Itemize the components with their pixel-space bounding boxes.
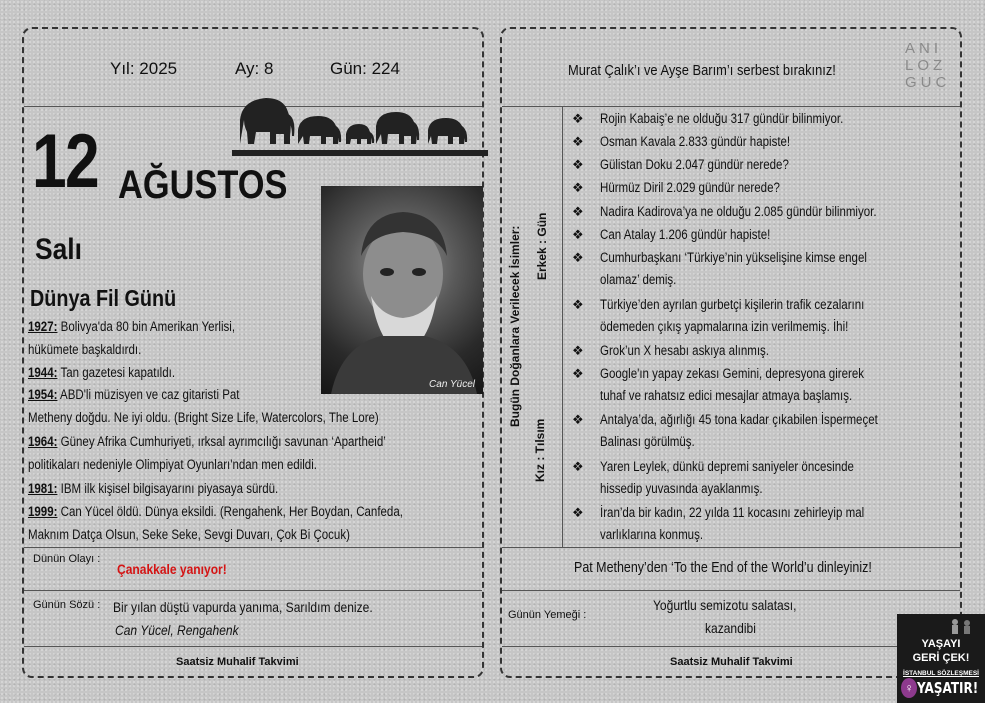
news-item: Türkiye’den ayrılan gurbetçi kişilerin trafik cezalarını bbox=[600, 297, 865, 312]
event-of-day-label: Dünün Olayı : bbox=[33, 553, 101, 565]
names-column-divider bbox=[562, 107, 563, 547]
elephants-illustration bbox=[232, 92, 488, 164]
bullet-icon: ❖ bbox=[572, 111, 584, 126]
elephant-icon bbox=[240, 98, 294, 144]
bullet-icon: ❖ bbox=[572, 227, 584, 242]
bullet-icon: ❖ bbox=[572, 157, 584, 172]
news-item: Hürmüz Diril 2.029 gündür nerede? bbox=[600, 180, 780, 195]
venus-icon: ♀ bbox=[901, 678, 917, 698]
event-line: 1927: Bolivya'da 80 bin Amerikan Yerlisi, bbox=[28, 319, 236, 334]
meal-line-2: kazandibi bbox=[705, 620, 756, 636]
right-music-divider bbox=[502, 590, 960, 591]
elephant-icon bbox=[428, 118, 467, 144]
ground-line bbox=[232, 150, 488, 156]
event-line: 1999: Can Yücel öldü. Dünya eksildi. (Rengahenk, Her Boydan, Canfeda, bbox=[28, 504, 403, 519]
bullet-icon: ❖ bbox=[572, 297, 584, 312]
bullet-icon: ❖ bbox=[572, 204, 584, 219]
right-footer-divider bbox=[502, 646, 960, 647]
bullet-icon: ❖ bbox=[572, 134, 584, 149]
bullet-icon: ❖ bbox=[572, 505, 584, 520]
event-line: Maknım Datça Olsun, Seke Seke, Sevgi Duvarı, Çok Bi Çocuk) bbox=[28, 527, 350, 542]
badge-line-3: İSTANBUL SÖZLEŞMESİ bbox=[903, 670, 979, 677]
date-number: 12 bbox=[32, 119, 99, 204]
bullet-icon: ❖ bbox=[572, 366, 584, 381]
event-line: 1944: Tan gazetesi kapatıldı. bbox=[28, 365, 176, 380]
news-item: Grok’un X hesabı askıya alınmış. bbox=[600, 343, 769, 358]
elephant-icon bbox=[376, 112, 419, 144]
weekday: Salı bbox=[35, 233, 82, 266]
bullet-icon: ❖ bbox=[572, 180, 584, 195]
photo-caption: Can Yücel bbox=[429, 379, 475, 390]
elephant-icon bbox=[346, 124, 374, 144]
badge-line-2: GERİ ÇEK! bbox=[912, 652, 970, 664]
elephant-icon bbox=[298, 116, 341, 144]
news-item-continuation: ödemeden çıkış yapmalarına izin verilmemiş. İhi! bbox=[600, 319, 849, 334]
event-line: Metheny doğdu. Ne iyi oldu. (Bright Size Life, Watercolors, The Lore) bbox=[28, 410, 379, 425]
news-item: İran’da bir kadın, 22 yılda 11 kocasını zehirleyip mal bbox=[600, 505, 865, 520]
news-item-continuation: olamaz’ demiş. bbox=[600, 272, 677, 287]
news-item: Can Atalay 1.206 gündür hapiste! bbox=[600, 227, 771, 242]
boy-name: Erkek : Gün bbox=[535, 212, 549, 280]
names-title: Bugün Doğanlara Verilecek İsimler: bbox=[508, 225, 522, 427]
left-footer: Saatsiz Muhalif Takvimi bbox=[176, 656, 299, 668]
news-item: Cumhurbaşkanı ‘Türkiye’nin yükselişine kimse engel bbox=[600, 250, 867, 265]
aniloz-guc-logo: ANI LOZ GUC bbox=[905, 40, 951, 91]
event-line: politikaları nedeniyle Olimpiyat Oyunları'ndan men edildi. bbox=[28, 457, 317, 472]
news-item: Gülistan Doku 2.047 gündür nerede? bbox=[600, 157, 789, 172]
bullet-icon: ❖ bbox=[572, 343, 584, 358]
istanbul-convention-badge bbox=[897, 614, 985, 703]
news-item: Nadira Kadirova’ya ne olduğu 2.085 gündür bilinmiyor. bbox=[600, 204, 877, 219]
quote-text: Bir yılan düştü vapurda yanıma, Sarıldım denize. bbox=[113, 599, 373, 615]
right-header-divider bbox=[502, 106, 960, 107]
figures-icon bbox=[947, 618, 977, 634]
left-quote-divider bbox=[24, 590, 482, 591]
event-line: 1954: ABD'li müzisyen ve caz gitaristi Pat bbox=[28, 387, 240, 402]
event-line: 1981: IBM ilk kişisel bilgisayarını piyasaya sürdü. bbox=[28, 481, 279, 496]
bullet-icon: ❖ bbox=[572, 412, 584, 427]
bullet-icon: ❖ bbox=[572, 459, 584, 474]
event-line: 1964: Güney Afrika Cumhuriyeti, ırksal ayrımcılığı savunan ‘Apartheid’ bbox=[28, 434, 386, 449]
meal-label: Günün Yemeği : bbox=[508, 609, 587, 621]
left-events-divider bbox=[24, 547, 482, 548]
day-of-year-label: Gün: 224 bbox=[330, 59, 400, 78]
quote-label: Günün Sözü : bbox=[33, 599, 101, 611]
news-item-continuation: varlıklarına konmuş. bbox=[600, 527, 704, 542]
month-label: Ay: 8 bbox=[235, 59, 274, 78]
bullet-icon: ❖ bbox=[572, 250, 584, 265]
year-label: Yıl: 2025 bbox=[110, 59, 178, 78]
news-item-continuation: Balinası görülmüş. bbox=[600, 434, 695, 449]
news-item-continuation: tuhaf ve rahatsız edici mesajlar atmaya başlamış. bbox=[600, 388, 853, 403]
event-of-day: Çanakkale yanıyor! bbox=[117, 561, 227, 577]
news-item: Google'ın yapay zekası Gemini, depresyona girerek bbox=[600, 366, 865, 381]
meal-line-1: Yoğurtlu semizotu salatası, bbox=[653, 597, 797, 613]
portrait-figure-icon bbox=[321, 186, 483, 394]
special-day: Dünya Fil Günü bbox=[30, 285, 177, 311]
right-news-divider bbox=[502, 547, 960, 548]
left-footer-divider bbox=[24, 646, 482, 647]
month-name: AĞUSTOS bbox=[118, 163, 288, 207]
news-item-continuation: hissedip yuvasında ayaklanmış. bbox=[600, 481, 763, 496]
portrait-photo bbox=[321, 186, 483, 394]
news-item: Yaren Leylek, dünkü depremi saniyeler öncesinde bbox=[600, 459, 854, 474]
news-item: Osman Kavala 2.833 gündür hapiste! bbox=[600, 134, 791, 149]
right-header: Murat Çalık’ı ve Ayşe Barım’ı serbest bırakınız! bbox=[568, 62, 836, 79]
event-line: hükümete başkaldırdı. bbox=[28, 342, 142, 357]
quote-author: Can Yücel, Rengahenk bbox=[115, 622, 239, 638]
girl-name: Kız : Tılsım bbox=[533, 418, 547, 482]
news-item: Rojin Kabaiş’e ne olduğu 317 gündür bilinmiyor. bbox=[600, 111, 844, 126]
badge-line-1: YAŞAYI bbox=[921, 638, 961, 650]
badge-line-4: YAŞATIR! bbox=[917, 679, 979, 697]
right-footer: Saatsiz Muhalif Takvimi bbox=[670, 656, 793, 668]
music-recommendation: Pat Metheny’den ‘To the End of the World’u dinleyiniz! bbox=[574, 560, 872, 576]
news-item: Antalya’da, ağırlığı 45 tona kadar çıkabilen İspermeçet bbox=[600, 412, 878, 427]
